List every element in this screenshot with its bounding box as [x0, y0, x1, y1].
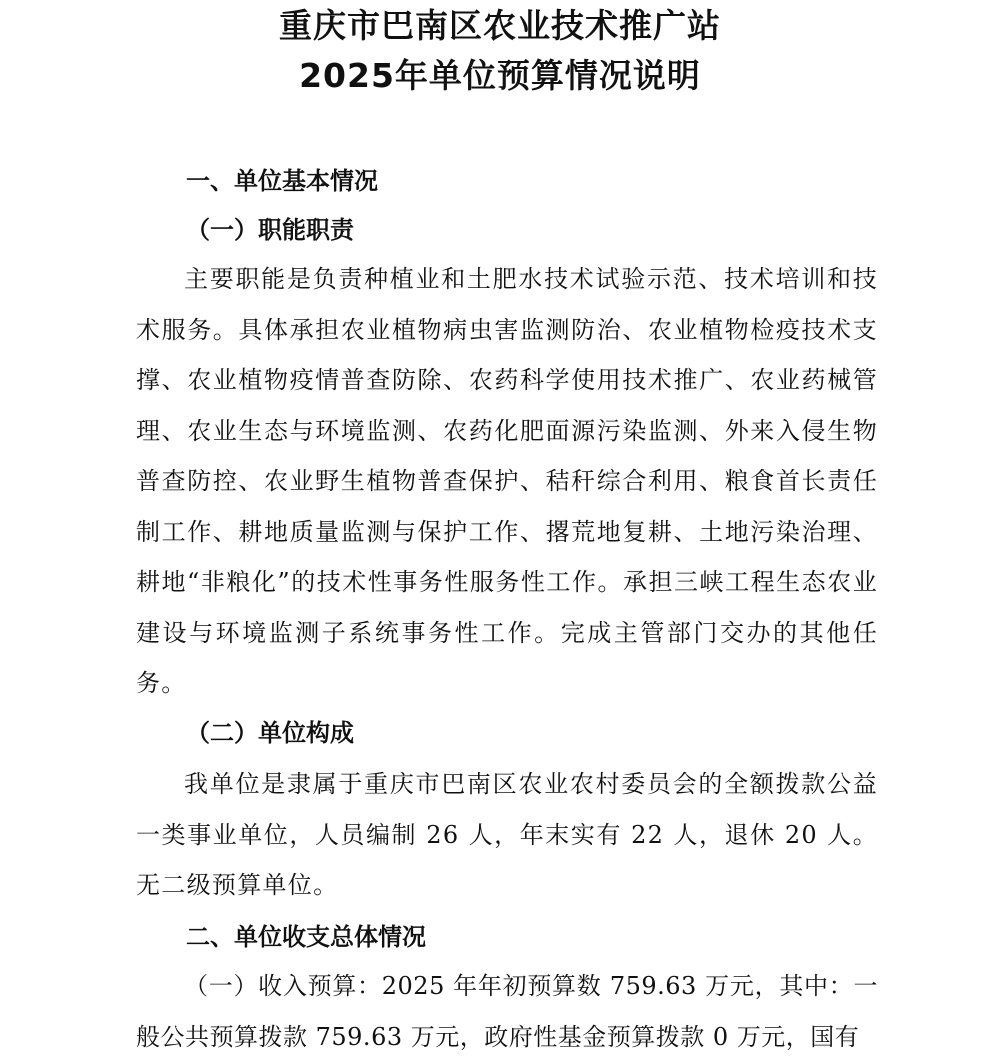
- section-heading-basic-info: 一、单位基本情况: [186, 167, 378, 195]
- paragraph-functions: 主要职能是负责种植业和土肥水技术试验示范、技术培训和技术服务。具体承担农业植物病虫害监测防治、农业植物检疫技术支撑、农业植物疫情普查防除、农药科学使用技术推广、农业药械管理、农业生态与环境监测、农药化肥面源污染监测、外来入侵生物普查防控、农业野生植物普查保护、秸秆综合利用、粮食首长责任制工作、耕地质量监测与保护工作、撂荒地复耕、土地污染治理、耕地“非粮化”的技术性事务性服务性工作。承担三峡工程生态农业建设与环境监测子系统事务性工作。完成主管部门交办的其他任务。: [136, 265, 878, 697]
- subsection-heading-composition: （二）单位构成: [186, 718, 354, 747]
- subsection-heading-functions: （一）职能职责: [186, 215, 354, 244]
- paragraph-composition: 我单位是隶属于重庆市巴南区农业农村委员会的全额拨款公益一类事业单位，人员编制 26 人，年末实有 22 人，退休 20 人。无二级预算单位。: [136, 770, 878, 899]
- paragraph-income-budget: （一）收入预算：2025 年年初预算数 759.63 万元，其中：一般公共预算拨款 759.63 万元，政府性基金预算拨款 0 万元，国有: [136, 972, 878, 1051]
- document-title-line-1: 重庆市巴南区农业技术推广站: [279, 6, 721, 45]
- section-heading-budget-overview: 二、单位收支总体情况: [186, 923, 426, 951]
- document-title-line-2: 2025年单位预算情况说明: [299, 56, 701, 95]
